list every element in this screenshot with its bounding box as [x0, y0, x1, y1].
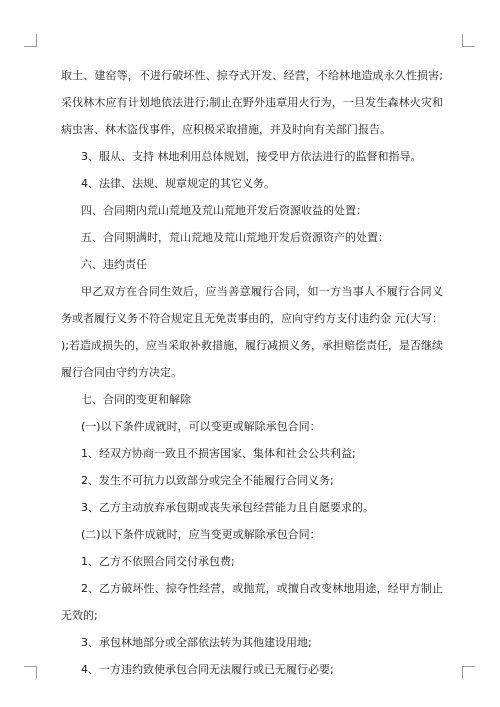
- paragraph-breach-liability: 甲乙双方在合同生效后，应当善意履行合同，如一方当事人不履行合同义务或者履行义务不符合规定且无免责事由的，应向守约方支付违约金 元(大写： );若造成损失的，应当采取补救措施，履行减损义务，承担赔偿责任，是否继续履行合同由守约方决定。: [61, 285, 443, 379]
- crop-mark-bottom-left: [24, 666, 37, 679]
- crop-mark-top-left: [24, 34, 37, 47]
- subsection-heading-2: (二)以下条件成就时，应当变更或解除承包合同：: [81, 528, 321, 541]
- list-item: 1、乙方不依照合同交付承包费;: [81, 555, 235, 568]
- crop-mark-bottom-right: [462, 666, 475, 679]
- list-item: 2、乙方破坏性、掠夺性经营，或抛荒，或擅自改变林地用途，经甲方制止无效的;: [61, 582, 443, 622]
- subsection-heading-1: (一)以下条件成就时，可以变更或解除承包合同：: [81, 420, 321, 433]
- document-body: [61, 62, 443, 683]
- list-item: 3、乙方主动放弃承包期或丧失承包经营能力且自愿要求的。: [81, 501, 374, 514]
- list-item: 4、一方违约致使承包合同无法履行或已无履行必要;: [81, 663, 334, 676]
- paragraph-obligation-4: 4、法律、法规、规章规定的其它义务。: [81, 177, 275, 190]
- section-heading-7: 七、合同的变更和解除: [81, 393, 191, 406]
- paragraph-obligations-continued: 取土、建窑等，不进行破坏性、掠夺式开发、经营，不给林地造成永久性损害;采伐林木应有计划地依法进行;制止在野外违章用火行为，一旦发生森林火灾和病虫害、林木盗伐事件，应积极采取措施，并及时向有关部门报告。: [61, 69, 443, 136]
- list-item: 1、经双方协商一致且不损害国家、集体和社会公共利益;: [81, 447, 356, 460]
- section-heading-4: 四、合同期内荒山荒地及荒山荒地开发后资源收益的处置：: [81, 204, 367, 217]
- section-heading-5: 五、合同期满时，荒山荒地及荒山荒地开发后资源资产的处置：: [81, 231, 389, 244]
- list-item: 2、发生不可抗力以致部分或完全不能履行合同义务;: [81, 474, 334, 487]
- section-heading-6: 六、违约责任: [81, 258, 147, 271]
- crop-mark-top-right: [462, 34, 475, 47]
- paragraph-obligation-3: 3、服从、支持 林地利用总体规划，接受甲方依法进行的监督和指导。: [81, 150, 422, 163]
- list-item: 3、承包林地部分或全部依法转为其他建设用地;: [81, 636, 312, 649]
